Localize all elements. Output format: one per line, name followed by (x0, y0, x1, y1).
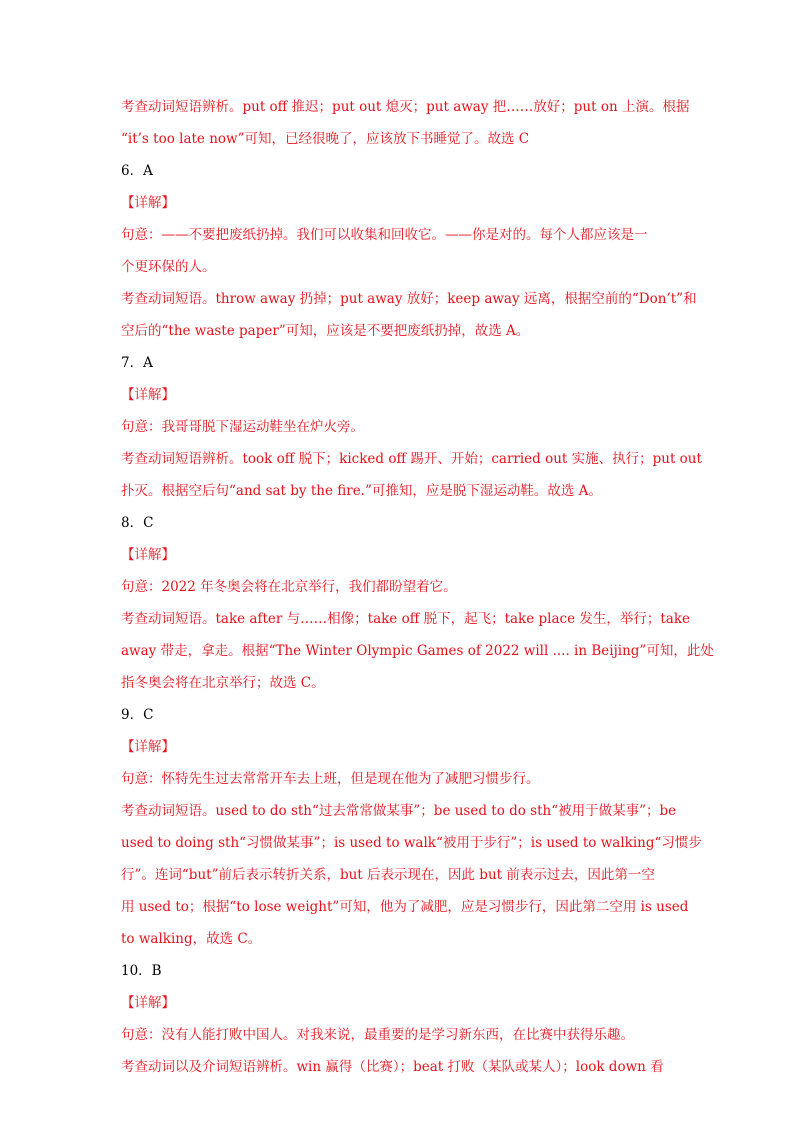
text-line: 空后的“the waste paper”可知，应该是不要把废纸扔掉，故选 A。 (121, 323, 530, 339)
question-number: 9．C (121, 707, 154, 723)
text-line: 个更环保的人。 (121, 259, 216, 275)
text-line: used to doing sth“习惯做某事”；is used to walk“被用于步行”；is used to walking“习惯步 (121, 835, 702, 851)
detail-heading: 【详解】 (121, 995, 175, 1011)
text-line: 指冬奥会将在北京举行；故选 C。 (121, 675, 325, 691)
text-line: 考查动词以及介词短语辨析。win 赢得（比赛）；beat 打败（某队或某人）；look down 看 (121, 1059, 664, 1075)
text-line: away 带走，拿走。根据“The Winter Olympic Games of 2022 will .... in Beijing”可知，此处 (121, 643, 714, 659)
question-number: 10．B (121, 963, 162, 979)
detail-heading: 【详解】 (121, 195, 175, 211)
question-number: 6．A (121, 163, 153, 179)
question-number: 7．A (121, 355, 153, 371)
text-line: “it’s too late now”可知，已经很晚了，应该放下书睡觉了。故选 C (121, 131, 530, 147)
detail-heading: 【详解】 (121, 547, 175, 563)
text-line: 考查动词短语。take after 与……相像；take off 脱下，起飞；take place 发生，举行；take (121, 611, 691, 627)
text-line: 句意：——不要把废纸扔掉。我们可以收集和回收它。——你是对的。每个人都应该是一 (121, 227, 648, 243)
detail-heading: 【详解】 (121, 739, 175, 755)
detail-heading: 【详解】 (121, 387, 175, 403)
question-number: 8．C (121, 515, 154, 531)
text-line: 句意：没有人能打败中国人。对我来说，最重要的是学习新东西，在比赛中获得乐趣。 (121, 1027, 634, 1043)
text-line: 考查动词短语。throw away 扔掉；put away 放好；keep away 远离，根据空前的“Don’t”和 (121, 291, 697, 307)
text-line: 句意：我哥哥脱下湿运动鞋坐在炉火旁。 (121, 419, 364, 435)
text-line: 扑灭。根据空后句“and sat by the fire.”可推知，应是脱下湿运动鞋。故选 A。 (121, 483, 602, 499)
text-line: 句意：怀特先生过去常常开车去上班，但是现在他为了减肥习惯步行。 (121, 771, 540, 787)
text-line: 行”。连词“but”前后表示转折关系，but 后表示现在，因此 but 前表示过去，因此第一空 (121, 867, 655, 883)
text-line: 句意：2022 年冬奥会将在北京举行，我们都盼望着它。 (121, 579, 457, 595)
text-line: 考查动词短语辨析。took off 脱下；kicked off 踢开、开始；carried out 实施、执行；put out (121, 451, 702, 467)
text-line: 考查动词短语。used to do sth“过去常常做某事”；be used to do sth“被用于做某事”；be (121, 803, 677, 819)
answer-explanations (121, 91, 714, 1083)
text-line: to walking，故选 C。 (121, 931, 262, 947)
text-line: 考查动词短语辨析。put off 推迟；put out 熄灭；put away 把……放好；put on 上演。根据 (121, 99, 690, 115)
text-line: 用 used to；根据“to lose weight”可知，他为了减肥，应是习惯步行，因此第二空用 is used (121, 899, 689, 915)
